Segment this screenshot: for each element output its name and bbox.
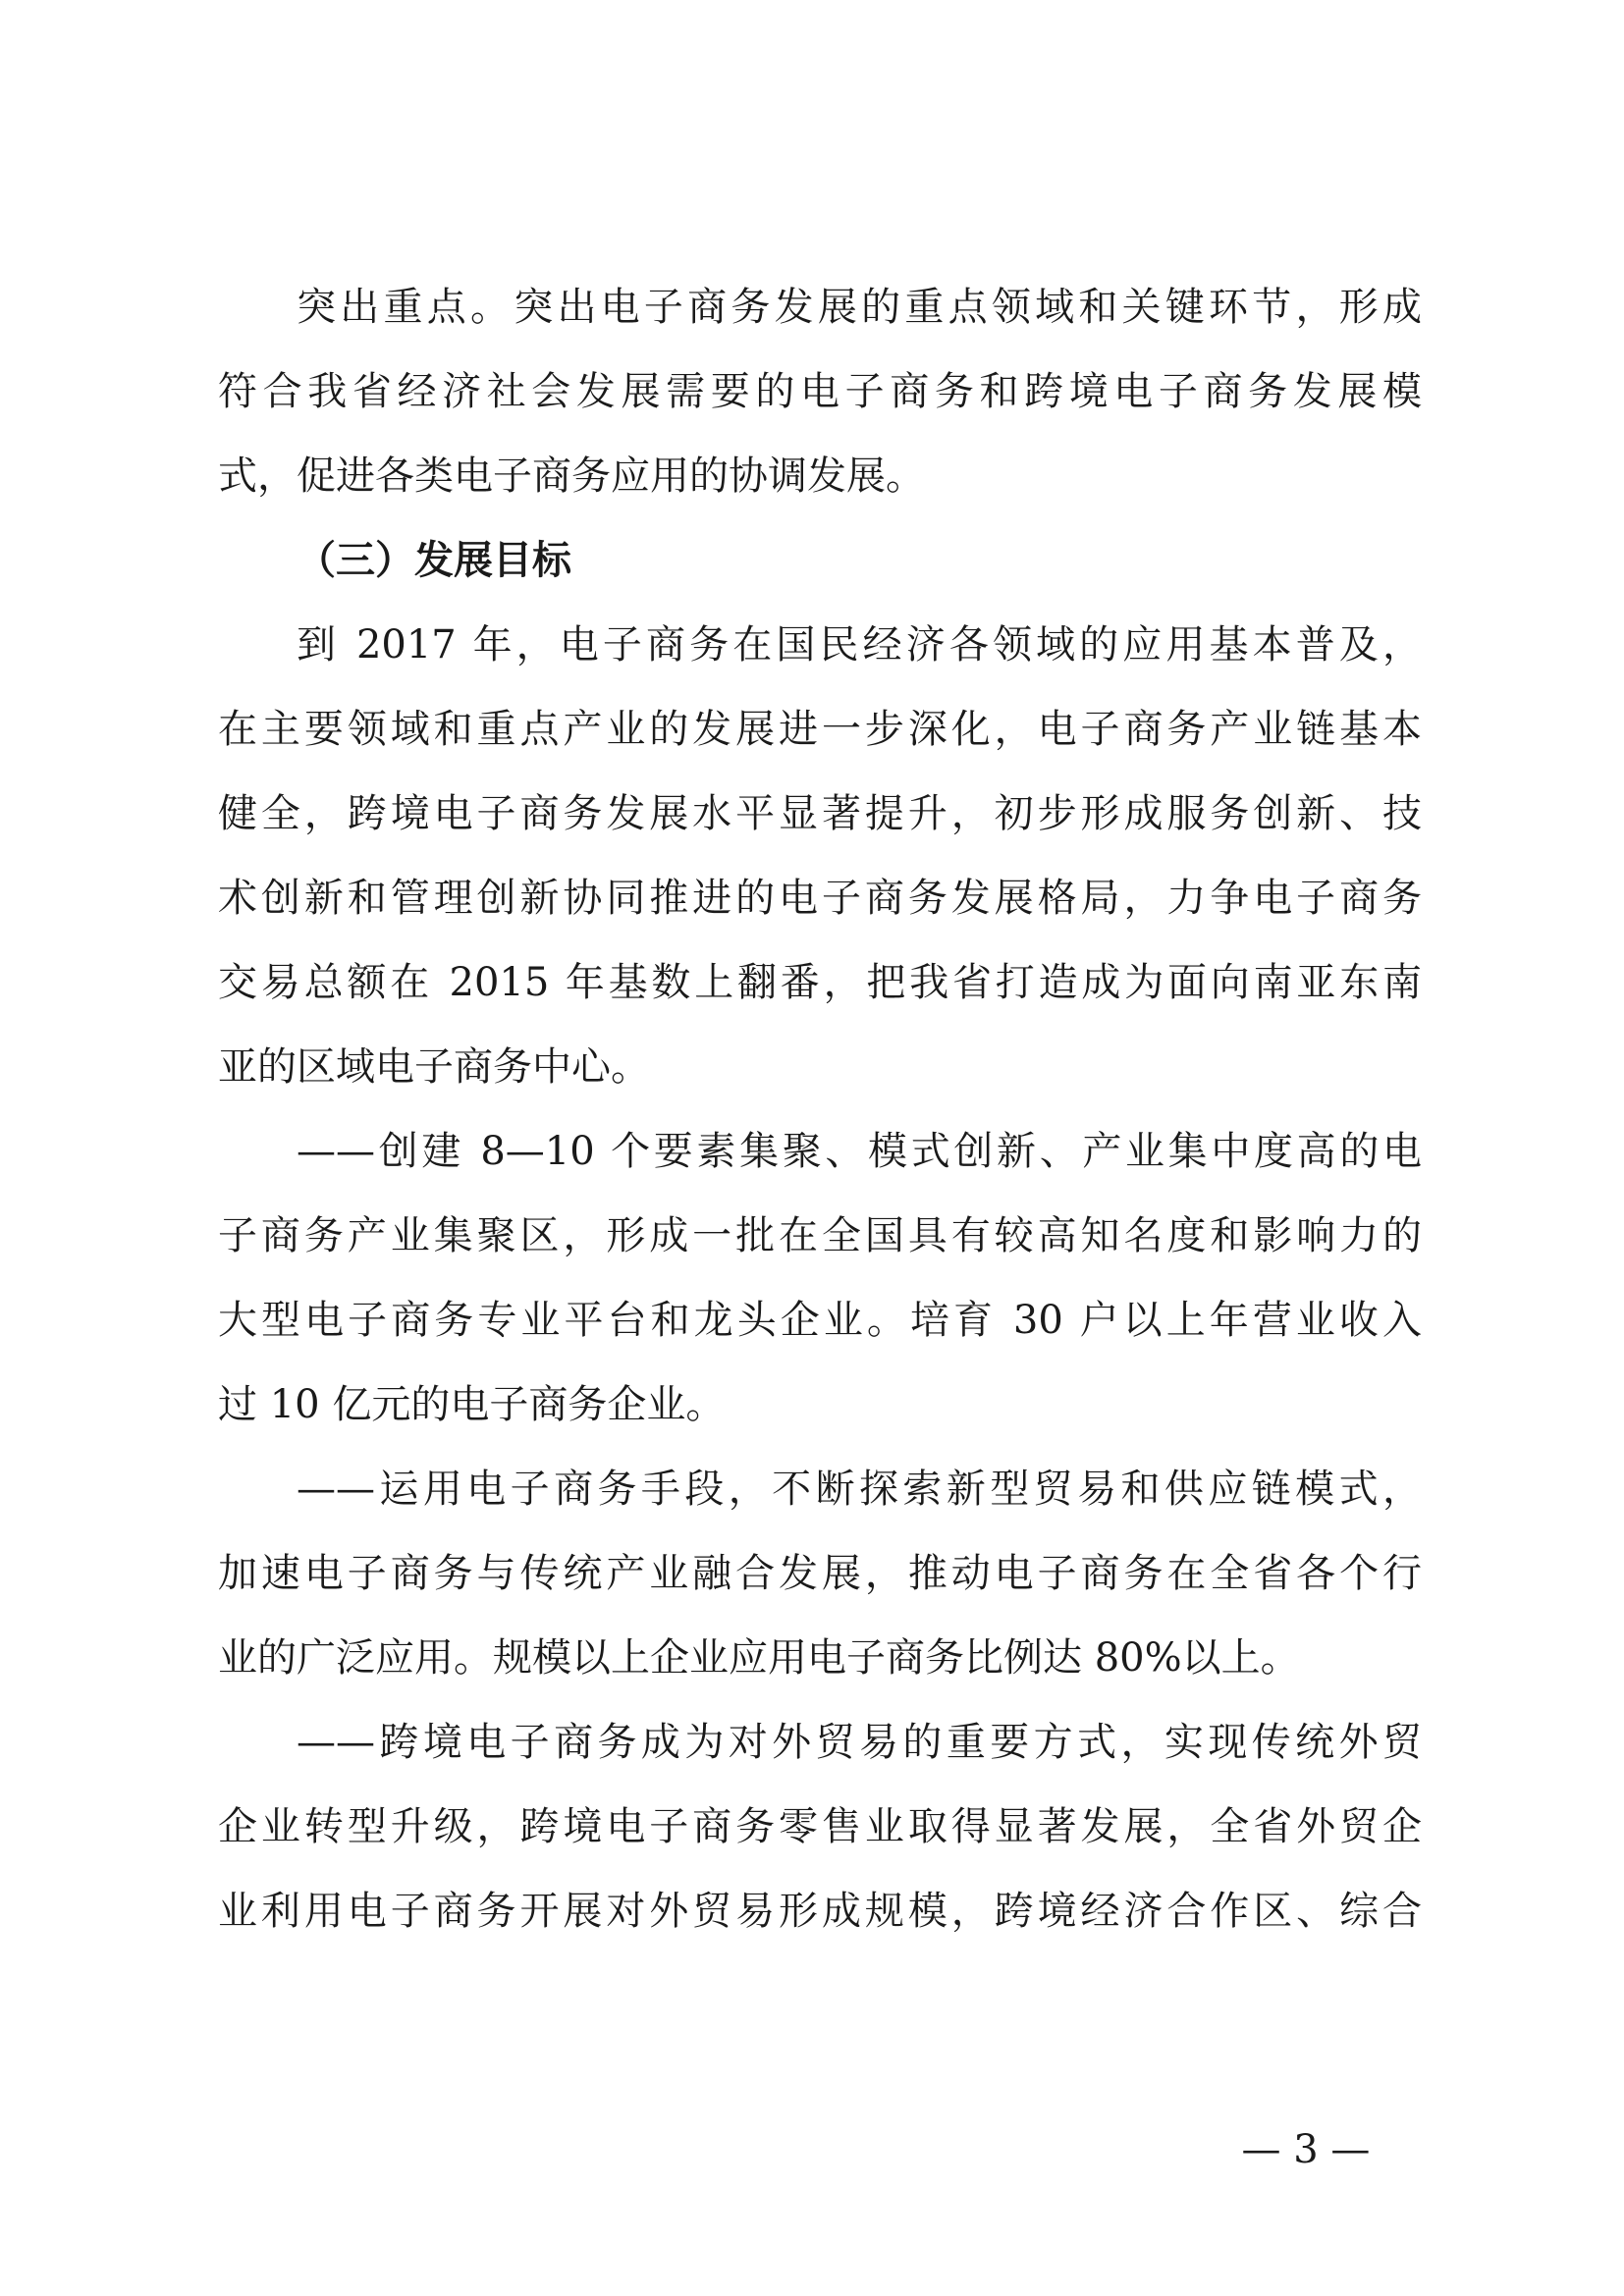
paragraph-line: 术创新和管理创新协同推进的电子商务发展格局，力争电子商务 bbox=[218, 876, 1422, 921]
paragraph-line: ——跨境电子商务成为对外贸易的重要方式，实现传统外贸 bbox=[297, 1720, 1422, 1765]
paragraph-line: 交易总额在 2015 年基数上翻番，把我省打造成为面向南亚东南 bbox=[218, 960, 1422, 1005]
paragraph-line: 业的广泛应用。规模以上企业应用电子商务比例达 80%以上。 bbox=[218, 1635, 1300, 1681]
page-number: — 3 — bbox=[1241, 2127, 1371, 2172]
paragraph-line: 大型电子商务专业平台和龙头企业。培育 30 户以上年营业收入 bbox=[218, 1298, 1422, 1343]
paragraph-line: 企业转型升级，跨境电子商务零售业取得显著发展，全省外贸企 bbox=[218, 1804, 1422, 1849]
paragraph-line: 过 10 亿元的电子商务企业。 bbox=[218, 1382, 726, 1427]
paragraph-line: 突出重点。突出电子商务发展的重点领域和关键环节，形成 bbox=[297, 285, 1422, 330]
paragraph-line: 符合我省经济社会发展需要的电子商务和跨境电子商务发展模 bbox=[218, 369, 1422, 414]
paragraph-line: 式，促进各类电子商务应用的协调发展。 bbox=[218, 454, 925, 499]
paragraph-line: ——运用电子商务手段，不断探索新型贸易和供应链模式， bbox=[297, 1467, 1422, 1512]
paragraph-line: 健全，跨境电子商务发展水平显著提升，初步形成服务创新、技 bbox=[218, 791, 1422, 836]
paragraph-line: 到 2017 年，电子商务在国民经济各领域的应用基本普及， bbox=[297, 622, 1422, 667]
paragraph-line: 业利用电子商务开展对外贸易形成规模，跨境经济合作区、综合 bbox=[218, 1889, 1422, 1934]
section-heading: （三）发展目标 bbox=[297, 537, 571, 583]
paragraph-line: 在主要领域和重点产业的发展进一步深化，电子商务产业链基本 bbox=[218, 707, 1422, 752]
paragraph-line: 亚的区域电子商务中心。 bbox=[218, 1044, 650, 1090]
paragraph-line: 加速电子商务与传统产业融合发展，推动电子商务在全省各个行 bbox=[218, 1551, 1422, 1596]
document-body bbox=[218, 265, 1422, 1953]
paragraph-line: 子商务产业集聚区，形成一批在全国具有较高知名度和影响力的 bbox=[218, 1213, 1422, 1258]
paragraph-line: ——创建 8—10 个要素集聚、模式创新、产业集中度高的电 bbox=[297, 1129, 1422, 1174]
